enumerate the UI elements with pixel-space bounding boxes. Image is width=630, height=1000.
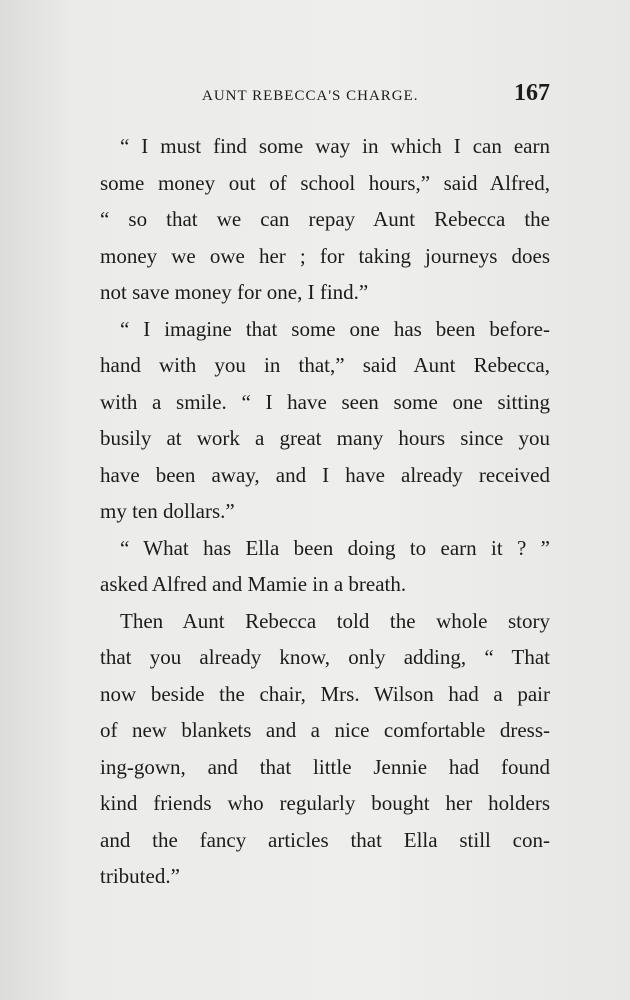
text-line: money we owe her ; for taking journeys does <box>100 243 550 268</box>
body-text <box>100 128 550 895</box>
text-line: Then Aunt Rebecca told the whole story <box>120 608 550 633</box>
text-line: of new blankets and a nice comfortable dress- <box>100 718 550 742</box>
page-header <box>100 80 552 114</box>
text-line: “ I must find some way in which I can earn <box>120 134 550 158</box>
text-line: not save money for one, I find.” <box>100 280 369 304</box>
text-line: with a smile. “ I have seen some one sitting <box>100 389 550 414</box>
text-line: tributed.” <box>100 864 180 888</box>
text-line: ing-gown, and that little Jennie had found <box>100 754 550 779</box>
text-line: now beside the chair, Mrs. Wilson had a pair <box>100 681 550 706</box>
text-line: asked Alfred and Mamie in a breath. <box>100 572 407 596</box>
text-line: hand with you in that,” said Aunt Rebecca, <box>100 353 550 377</box>
text-line: that you already know, only adding, “ That <box>100 645 550 669</box>
text-line: kind friends who regularly bought her holders <box>100 791 550 815</box>
text-line: busily at work a great many hours since you <box>100 426 550 450</box>
page-number: 167 <box>514 80 550 106</box>
text-line: “ so that we can repay Aunt Rebecca the <box>100 207 550 231</box>
text-line: some money out of school hours,” said Alfred, <box>100 170 550 195</box>
text-line: “ I imagine that some one has been before- <box>120 316 550 341</box>
text-line: and the fancy articles that Ella still con- <box>100 827 550 852</box>
text-line: “ What has Ella been doing to earn it ? ” <box>120 535 550 560</box>
text-line: my ten dollars.” <box>100 499 235 523</box>
running-title: AUNT REBECCA'S CHARGE. <box>202 88 419 104</box>
text-line: have been away, and I have already received <box>100 462 550 487</box>
